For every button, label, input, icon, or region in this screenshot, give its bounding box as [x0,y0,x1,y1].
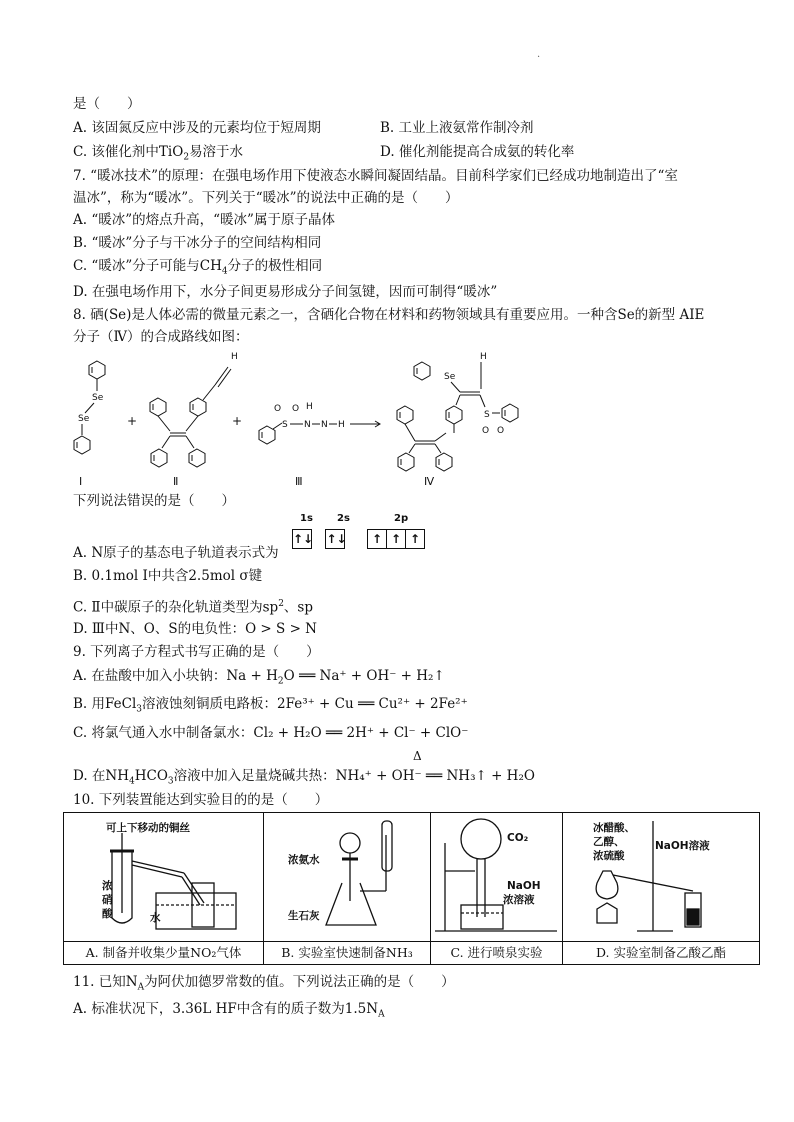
label-reagents-3: 浓硫酸 [593,850,625,862]
label-co2: CO₂ [507,832,529,844]
apparatus-c-image [431,813,562,937]
o-label-iii-2: O [292,404,300,414]
compound-iii [259,402,345,444]
label-copper-wire: 可上下移动的铜丝 [106,822,190,834]
q7-stem-line2: 温冰”，称为“暖冰”。下列关于“暖冰”的说法中正确的是（ ） [73,190,459,206]
caption-b: B. 实验室快速制备NH₃ [264,942,431,965]
q9-option-d: D. 在$NH_4HCO_3$溶液中加入足量烧碱共热：NH₄⁺ + OH⁻ ══ NH₃↑ + H₂O [73,768,535,787]
q7-stem-line1: 7. “暖冰技术”的原理：在强电场作用下使液态水瞬间凝固结晶。目前科学家们已经成功地制造出了“室 [73,168,678,184]
q7-option-c: C. “暖冰”分子可能与$CH_4$分子的极性相同 [73,258,323,277]
orbital-1s-box: ↑↓ [292,529,312,549]
q6-option-a: A. 该固氮反应中涉及的元素均位于短周期 [73,120,321,136]
header-dot: · [537,52,541,63]
s-label-iii: S [282,420,288,430]
apparatus-table [63,812,760,965]
q8-option-c: C. Ⅱ中碳原子的杂化轨道类型为$sp^2$、sp [73,599,313,616]
q11-stem: 11. 已知$N_A$为阿伏加德罗常数的值。下列说法正确的是（ ） [73,974,455,993]
label-conc-solution: 浓溶液 [503,894,535,906]
apparatus-d-cell [563,813,760,942]
q8-option-b: B. 0.1mol Ⅰ中共含2.5mol σ键 [73,568,263,584]
orbital-2p-box-3: ↑ [406,529,425,549]
q7-option-a: A. “暖冰”的熔点升高，“暖冰”属于原子晶体 [73,212,335,228]
label-naoh: NaOH [507,880,541,892]
orbital-2p-box-1: ↑ [367,529,387,549]
orbital-2p-box-2: ↑ [387,529,406,549]
label-conc-nitric-1: 浓 [102,880,113,892]
caption-d: D. 实验室制备乙酸乙酯 [563,942,760,965]
h-label-iii-1: H [306,402,313,412]
o-label-iv-1: O [482,426,490,436]
q8-stem-line2: 分子（Ⅳ）的合成路线如图： [73,329,249,345]
q10-stem: 10. 下列装置能达到实验目的的是（ ） [73,792,329,808]
label-water: 水 [150,912,161,924]
plus-sign-2: + [232,414,243,428]
se-label-1: Se [92,393,104,403]
apparatus-d-image [563,813,759,937]
label-conc-nitric-3: 酸 [102,908,113,920]
q8-question: 下列说法错误的是（ ） [73,493,235,509]
apparatus-a-image [64,813,263,937]
label-conc-nitric-2: 硝 [102,894,113,906]
compound-ii [150,352,238,467]
label-reagents-2: 乙醇、 [593,836,625,848]
se-label-iv: Se [444,372,456,382]
q8-option-d: D. Ⅲ中N、O、S的电负性：O > S > N [73,621,317,637]
q6-stem-tail: 是（ ） [73,96,141,112]
q7-option-b: B. “暖冰”分子与干冰分子的空间结构相同 [73,235,322,251]
label-iv: Ⅳ [424,475,435,488]
label-reagents-1: 冰醋酸、 [593,822,635,834]
h-label-ii: H [231,352,238,362]
compound-iv [397,352,518,471]
label-i: Ⅰ [79,475,83,488]
q6-option-d: D. 催化剂能提高合成氨的转化率 [380,144,575,160]
q6-option-c: C. 该催化剂中TiO$_2$易溶于水 [73,144,244,163]
orb-label-2s: 2s [337,513,350,524]
caption-a: A. 制备并收集少量NO₂气体 [64,942,264,965]
q9-option-c: C. 将氯气通入水中制备氯水：Cl₂ + H₂O ══ 2H⁺ + Cl⁻ + ClO⁻ [73,725,469,741]
se-label-2: Se [78,414,90,424]
o-label-iv-2: O [497,426,505,436]
n-label-2: N [321,420,328,430]
plus-sign-1: + [127,414,138,428]
q7-option-d: D. 在强电场作用下，水分子间更易形成分子间氢键，因而可制得“暖冰” [73,284,498,300]
q8-option-a: A. N原子的基态电子轨道表示式为 [73,545,279,561]
q6-option-b: B. 工业上液氨常作制冷剂 [380,120,534,136]
orb-label-2p: 2p [394,513,409,524]
q9-option-a: A. 在盐酸中加入小块钠：$Na + H_2O$ ══ Na⁺ + OH⁻ + H₂↑ [73,668,445,687]
q9-stem: 9. 下列离子方程式书写正确的是（ ） [73,644,320,660]
q8-stem-line1: 8. 硒(Se)是人体必需的微量元素之一，含硒化合物在材料和药物领域具有重要应用。一种含Se的新型 AIE [73,307,705,323]
compound-i [74,361,105,454]
delta-symbol: Δ [413,749,422,763]
label-naoh-solution: NaOH溶液 [655,840,710,852]
caption-c: C. 进行喷泉实验 [431,942,563,965]
apparatus-b-image [264,813,430,937]
apparatus-b-cell [264,813,431,942]
label-ammonia: 浓氨水 [288,854,320,866]
orb-label-1s: 1s [300,513,313,524]
label-quicklime: 生石灰 [288,910,320,922]
o-label-iii-1: O [274,404,282,414]
synthesis-scheme [70,345,550,493]
q9-option-b: B. 用FeCl$_3$溶液蚀刻铜质电路板：2Fe³⁺ + Cu ══ Cu²⁺ + 2Fe²⁺ [73,696,468,715]
q11-option-a: A. 标准状况下，3.36L HF中含有的质子数为$1.5N_A$ [73,1001,385,1020]
h-label-iv: H [480,352,487,362]
apparatus-c-cell [431,813,563,942]
apparatus-a-cell [64,813,264,942]
label-iii: Ⅲ [295,475,303,488]
h-label-iii-2: H [338,420,345,430]
n-label-1: N [304,420,311,430]
label-ii: Ⅱ [173,475,179,488]
orbital-2s-box: ↑↓ [325,529,345,549]
s-label-iv: S [484,410,490,420]
